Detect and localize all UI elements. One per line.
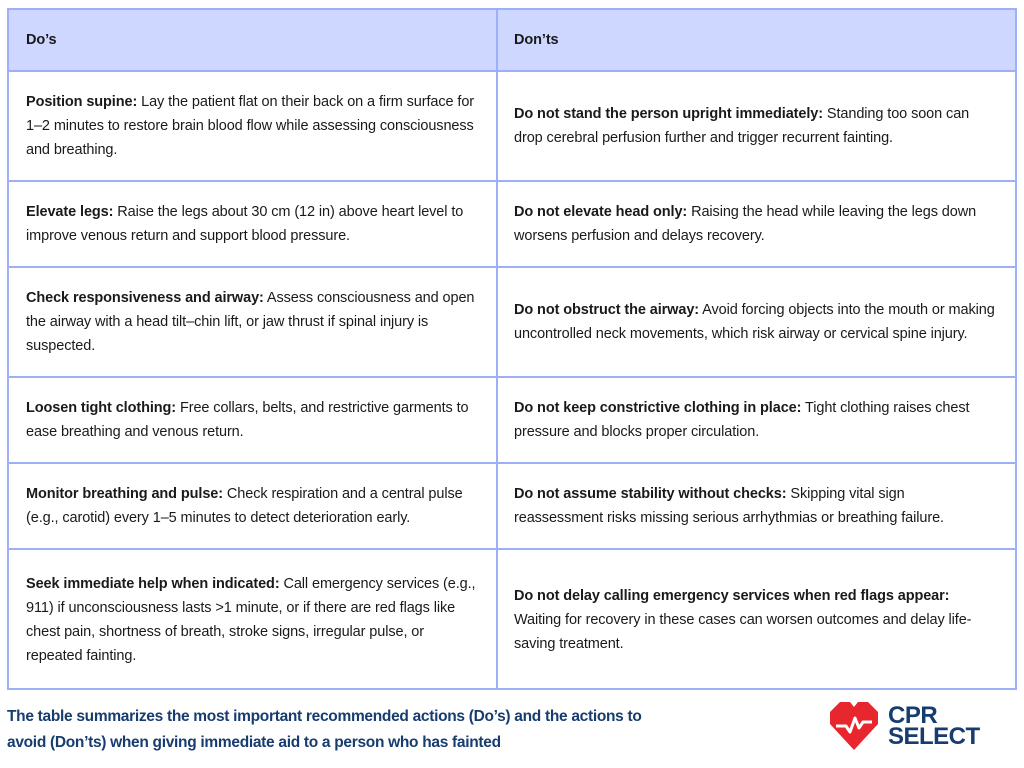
do-title: Elevate legs: xyxy=(26,204,114,220)
do-title: Position supine: xyxy=(26,94,138,110)
do-text: Call emergency services (e.g., 911) if unconsciousness lasts >1 minute, or if there are red flags like chest pain, shortness of breath, stroke signs, irregular pulse, or repeated fainting. xyxy=(26,576,476,664)
dont-title: Do not assume stability without checks: xyxy=(514,486,787,502)
do-text: Free collars, belts, and restrictive garments to ease breathing and venous return. xyxy=(26,400,469,440)
dont-title: Do not elevate head only: xyxy=(514,204,688,220)
dont-title: Do not delay calling emergency services when red flags appear: xyxy=(514,588,950,604)
dont-title: Do not obstruct the airway: xyxy=(514,302,700,318)
dont-cell xyxy=(498,268,1015,378)
header-donts: Don’ts xyxy=(498,10,1015,72)
dont-cell xyxy=(498,550,1015,690)
do-title: Loosen tight clothing: xyxy=(26,400,177,416)
logo-line2: SELECT xyxy=(888,723,980,750)
header-dos: Do’s xyxy=(9,10,498,72)
dont-title: Do not stand the person upright immediately: xyxy=(514,106,823,122)
do-text: Check respiration and a central pulse (e.g., carotid) every 1–5 minutes to detect deterioration early. xyxy=(26,486,463,526)
dont-text: Raising the head while leaving the legs down worsens perfusion and delays recovery. xyxy=(514,204,977,244)
do-text: Raise the legs about 30 cm (12 in) above heart level to improve venous return and support blood pressure. xyxy=(26,204,464,244)
logo-text xyxy=(888,702,980,750)
dont-cell xyxy=(498,378,1015,464)
dont-title: Do not keep constrictive clothing in place: xyxy=(514,400,802,416)
dont-cell xyxy=(498,464,1015,550)
dont-text: Tight clothing raises chest pressure and blocks proper circulation. xyxy=(514,400,970,440)
cpr-select-logo xyxy=(826,698,998,754)
do-cell xyxy=(9,268,498,378)
dont-text: Avoid forcing objects into the mouth or making uncontrolled neck movements, which risk airway or cervical spine injury. xyxy=(514,302,995,342)
do-cell xyxy=(9,550,498,690)
dont-cell xyxy=(498,72,1015,182)
do-title: Monitor breathing and pulse: xyxy=(26,486,223,502)
do-title: Check responsiveness and airway: xyxy=(26,290,264,306)
dont-text: Skipping vital sign reassessment risks missing serious arrhythmias or breathing failure. xyxy=(514,486,944,526)
dont-cell xyxy=(498,182,1015,268)
dont-text: Standing too soon can drop cerebral perfusion further and trigger recurrent fainting. xyxy=(514,106,970,146)
dont-text: Waiting for recovery in these cases can worsen outcomes and delay life-saving treatment. xyxy=(514,612,972,652)
do-cell xyxy=(9,182,498,268)
do-text: Assess consciousness and open the airway with a head tilt–chin lift, or jaw thrust if spinal injury is suspected. xyxy=(26,290,475,354)
heart-pulse-icon xyxy=(826,700,882,752)
logo-line1: CPR xyxy=(888,702,938,729)
dos-donts-table xyxy=(7,8,1017,690)
table-caption: The table summarizes the most important recommended actions (Do’s) and the actions to avoid (Don’ts) when giving immediate aid to a person who has fainted xyxy=(7,708,642,751)
do-title: Seek immediate help when indicated: xyxy=(26,576,280,592)
do-cell xyxy=(9,378,498,464)
do-cell xyxy=(9,464,498,550)
do-text: Lay the patient flat on their back on a firm surface for 1–2 minutes to restore brain blood flow while assessing consciousness and breathing. xyxy=(26,94,475,158)
do-cell xyxy=(9,72,498,182)
